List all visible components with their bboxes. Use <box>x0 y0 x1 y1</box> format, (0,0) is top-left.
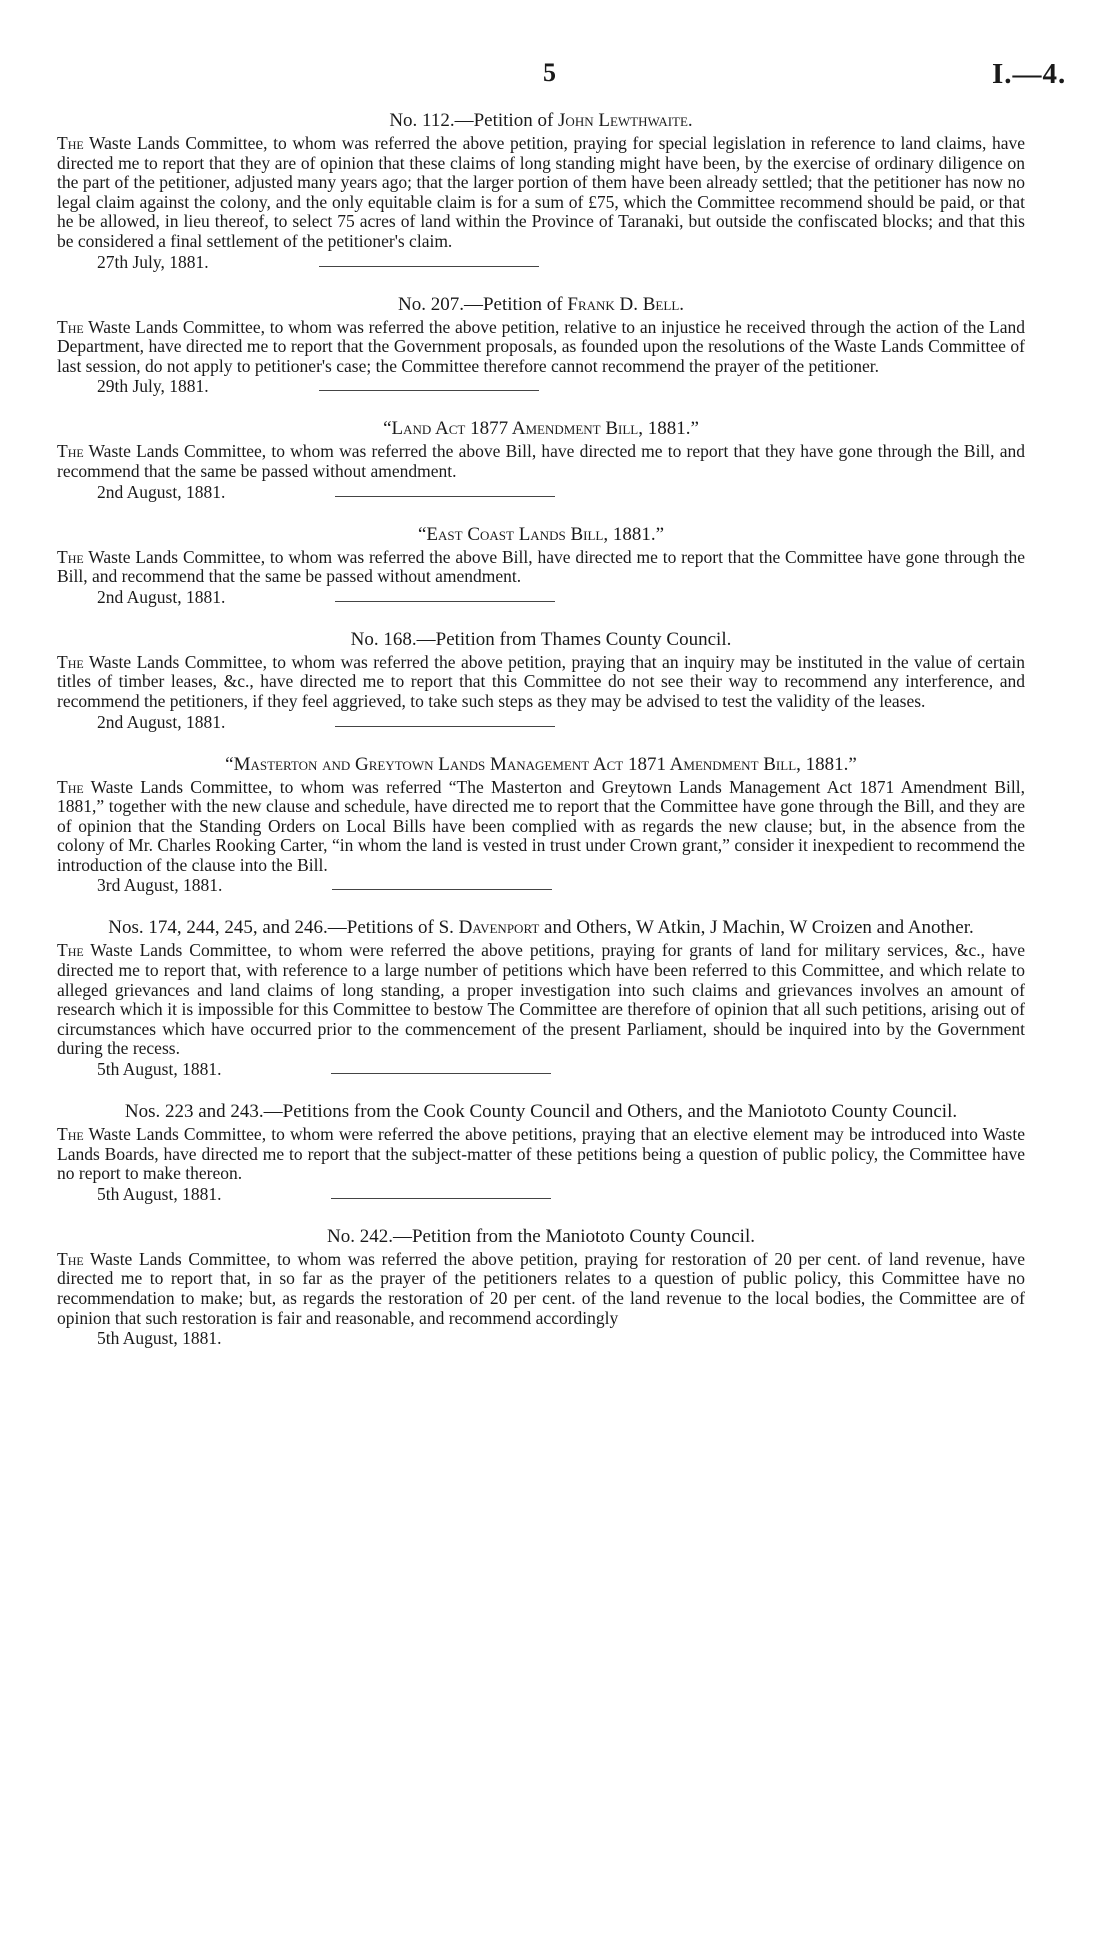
section-body: The Waste Lands Committee, to whom were referred the above petitions, praying for grants of land for military services, &c., have directed me to report that, with reference to a large number of petitions which have been referred to this Committee, and which relate to alleged grievances and land claims of long standing, a proper investigation into such claims and grievances involves an amount of research which it is impossible for this Committee to bestow The Committee are therefore of opinion that all such petitions, arising out of circumstances which have occurred prior to the commencement of the present Parliament, should be inquired into by the Government during the recess. <box>57 940 1025 1059</box>
parliamentary-paper-reference: I.—4. <box>992 58 1067 90</box>
report-section <box>57 418 1025 501</box>
section-date: 2nd August, 1881. <box>57 482 1025 502</box>
report-section <box>57 754 1025 896</box>
section-body: The Waste Lands Committee, to whom was referred the above petition, praying that an inquiry may be instituted in the value of certain titles of timber leases, &c., have directed me to report that this Committee do not see their way to recommend any interference, and recommend the petitioners, if they feel aggrieved, to take such steps as they may be advised to test the validity of the leases. <box>57 651 1025 711</box>
separator-rule <box>335 601 555 602</box>
section-heading: No. 242.—Petition from the Maniototo County Council. <box>326 1225 755 1247</box>
separator-rule <box>335 726 555 727</box>
section-date: 2nd August, 1881. <box>57 587 1025 607</box>
report-section <box>57 1101 1025 1204</box>
section-body: The Waste Lands Committee, to whom was referred the above Bill, have directed me to report that they have gone through the Bill, and recommend that the same be passed without amendment. <box>57 441 1025 481</box>
separator-rule <box>335 496 555 497</box>
section-date: 3rd August, 1881. <box>57 875 1025 895</box>
section-heading: Nos. 223 and 243.—Petitions from the Cook County Council and Others, and the Maniototo County Council. <box>124 1101 958 1123</box>
separator-rule <box>331 1198 551 1199</box>
report-section <box>57 917 1025 1079</box>
section-body: The Waste Lands Committee, to whom was referred the above petition, relative to an injustice he received through the action of the Land Department, have directed me to report that the Government proposals, as founded upon the resolutions of the Waste Lands Committee of last session, do not apply to petitioner's case; the Committee therefore cannot recommend the prayer of the petitioner. <box>57 316 1025 376</box>
report-section <box>57 294 1025 397</box>
section-heading: No. 168.—Petition from Thames County Council. <box>350 628 732 650</box>
separator-rule <box>331 1073 551 1074</box>
section-body: The Waste Lands Committee, to whom was referred the above petition, praying for restoration of 20 per cent. of land revenue, have directed me to report that, in so far as the prayer of the petitioners relates to a question of public policy, this Committee have no recommendation to make; but, as regards the restoration of 20 per cent. of the land revenue to the local bodies, the Committee are of opinion that such restoration is fair and reasonable, and recommend accordingly <box>57 1248 1025 1328</box>
section-date: 5th August, 1881. <box>57 1059 1025 1079</box>
section-body: The Waste Lands Committee, to whom was referred “The Masterton and Greytown Lands Management Act 1871 Amendment Bill, 1881,” together with the new clause and schedule, have directed me to report that the Committee have gone through the Bill, and they are of opinion that the Standing Orders on Local Bills have been complied with as regards the new clause; but, in the absence from the colony of Mr. Charles Rooking Carter, “in whom the land is vested in trust under Crown grant,” consider it inexpedient to recommend the introduction of the clause into the Bill. <box>57 776 1025 875</box>
section-date: 2nd August, 1881. <box>57 712 1025 732</box>
section-heading: “East Coast Lands Bill, 1881.” <box>417 523 665 545</box>
separator-rule <box>319 266 539 267</box>
report-section <box>57 110 1025 272</box>
section-heading: “Land Act 1877 Amendment Bill, 1881.” <box>383 418 699 440</box>
separator-rule <box>319 390 539 391</box>
page-number: 5 <box>543 58 556 87</box>
report-section <box>57 1226 1025 1348</box>
report-section <box>57 629 1025 732</box>
section-heading: No. 112.—Petition of John Lewthwaite. <box>389 110 693 131</box>
section-heading: Nos. 174, 244, 245, and 246.—Petitions of S. Davenport and Others, W Atkin, J Machin, W Croizen and Another. <box>108 917 974 939</box>
section-date: 29th July, 1881. <box>57 376 1025 396</box>
section-heading: No. 207.—Petition of Frank D. Bell. <box>397 293 685 315</box>
section-date: 5th August, 1881. <box>57 1184 1025 1204</box>
section-date: 5th August, 1881. <box>97 1328 222 1349</box>
section-body: The Waste Lands Committee, to whom were referred the above petitions, praying that an elective element may be introduced into Waste Lands Boards, have directed me to report that the subject-matter of these petitions being a question of public policy, the Committee have no report to make thereon. <box>57 1124 1025 1184</box>
section-body: The Waste Lands Committee, to whom was referred the above Bill, have directed me to report that the Committee have gone through the Bill, and recommend that the same be passed without amendment. <box>57 546 1025 587</box>
separator-rule <box>332 889 552 890</box>
section-heading: “Masterton and Greytown Lands Management Act 1871 Amendment Bill, 1881.” <box>225 753 857 775</box>
report-section <box>57 524 1025 607</box>
section-body: The Waste Lands Committee, to whom was referred the above petition, praying for special legislation in reference to land claims, have directed me to report that they are of opinion that these claims of long standing might have been, by the exercise of ordinary diligence on the part of the petitioner, adjusted many years ago; that the larger portion of them have been already settled; that the petitioner has now no legal claim against the colony, and the only equitable claim is for a sum of £75, which the Committee recommend should be paid, or that he be allowed, in lieu thereof, to select 75 acres of land within the Province of Taranaki, but outside the confiscated blocks; and that this be considered a final settlement of the petitioner's claim. <box>57 133 1025 251</box>
page-content <box>57 110 1025 1348</box>
section-date: 27th July, 1881. <box>57 252 1025 272</box>
